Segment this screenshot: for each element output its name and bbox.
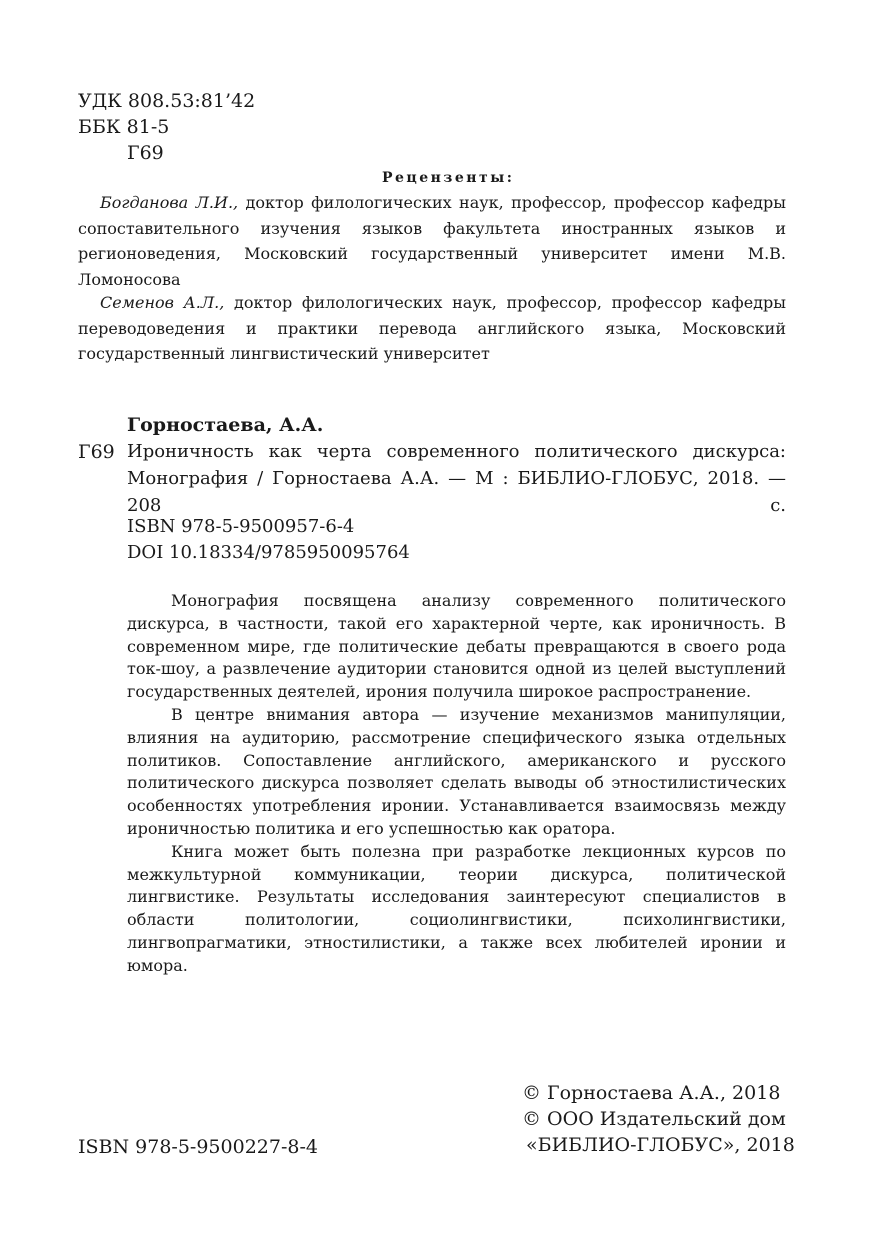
abstract-paragraph: В центре внимания автора — изучение механизмов манипуляции, влияния на аудиторию, рассмотрение специфического языка отдельных политиков. Сопоставление английского, американского и русского политического дискурса позволяет сделать выводы об этностилистических особенностях употребления иронии. Устанавливается взаимосвязь между ироничностью политика и его успешностью как оратора.: [127, 704, 786, 838]
reviewer-description: доктор филологических наук, профессор, профессор кафедры сопоставительного изучения языков факультета иностранных языков и регионоведения, Московский государственный университет имени М.В. Ломоносова: [78, 193, 787, 289]
abstract: [127, 590, 786, 978]
udk-code: УДК 808.53:81’42: [78, 90, 256, 112]
reviewer-entry: [78, 190, 786, 292]
reviewer-name: Богданова Л.И.,: [100, 193, 239, 212]
catalog-description: [127, 438, 786, 519]
abstract-paragraph: Книга может быть полезна при разработке лекционных курсов по межкультурной коммуникации, теории дискурса, политической лингвистике. Результаты исследования заинтересуют специалистов в области политологии, социолингвистики, психолингвистики, лингвопрагматики, этностилистики, а также всех любителей иронии и юмора.: [127, 841, 786, 975]
abstract-paragraph: Монография посвящена анализу современного политического дискурса, в частности, такой его характерной черте, как ироничность. В современном мире, где политические дебаты превращаются в своего рода ток-шоу, а развлечение аудитории становится одной из целей выступлений государственных деятелей, ирония получила широкое распространение.: [127, 591, 786, 702]
copyright-publisher-name: «БИБЛИО-ГЛОБУС», 2018: [526, 1134, 795, 1156]
author-mark: Г69: [127, 142, 164, 164]
footer-isbn: ISBN 978-5-9500227-8-4: [78, 1136, 318, 1158]
reviewer-name: Семенов А.Л.,: [100, 293, 225, 312]
bbk-code: ББК 81-5: [78, 116, 170, 138]
catalog-description-line: Ироничность как черта современного политического дискурса:: [127, 441, 786, 462]
catalog-isbn: ISBN 978-5-9500957-6-4: [127, 516, 355, 537]
reviewer-entry: [78, 290, 786, 367]
copyright-publisher: © ООО Издательский дом: [522, 1108, 786, 1130]
reviewer-description: доктор филологических наук, профессор, профессор кафедры переводоведения и практики перевода английского языка, Московский государственный лингвистический университет: [78, 293, 786, 363]
catalog-author: Горностаева, А.А.: [127, 414, 324, 436]
reviewers-heading: Рецензенты:: [382, 170, 515, 186]
catalog-doi: DOI 10.18334/9785950095764: [127, 542, 410, 563]
copyright-author: © Горностаева А.А., 2018: [522, 1082, 781, 1104]
catalog-description-line: Монография / Горностаева А.А. — М : БИБЛИО-ГЛОБУС, 2018. — 208 с.: [127, 468, 786, 516]
catalog-mark: Г69: [78, 441, 115, 463]
